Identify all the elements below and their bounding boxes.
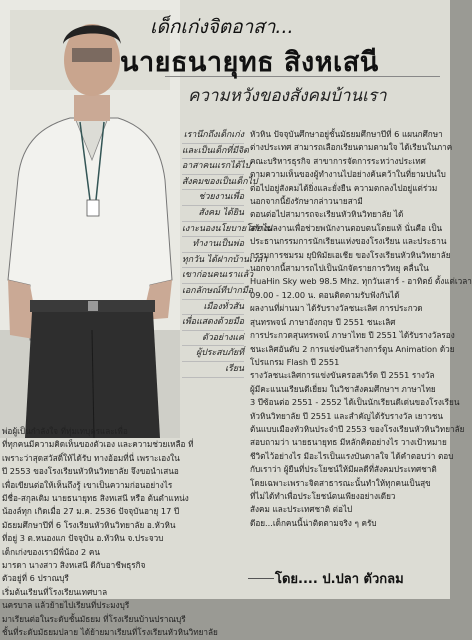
pull-quote-line: ช่วยงานเพื่อ — [182, 190, 244, 206]
text-line: หัวหินวิทยาลัย ปี 2551 และสำคัญได้รับรางวัล เยาวชน — [250, 410, 443, 421]
pull-quote-line: อาสาคนแรกได้ไป — [182, 159, 244, 175]
text-line: รางวัลชนะเลิศการแข่งขันครอสเวิร์ด ปี 2551 รางวัล — [250, 370, 435, 381]
text-line: 09.00 - 12.00 น. ตอนติดตามรับฟังกันได้ — [250, 289, 400, 300]
pull-quote-line: สังคม ได้ยิน — [182, 206, 244, 222]
pull-quote-line: เขาก่อนคนเราแล้ว — [182, 268, 244, 284]
pull-quote-line: และเป็นเด็กที่มีจิต — [182, 144, 244, 160]
text-line: มัธยมศึกษาปีที่ 6 โรงเรียนหัวหินวิทยาลัย อ.หัวหิน — [2, 519, 176, 530]
text-line: สังคม และประเทศชาติ ต่อไป — [250, 504, 353, 515]
pull-quote-line: เรียน — [182, 362, 244, 378]
pull-quote-line: เอกลักษณ์ทีปากมือ — [182, 284, 244, 300]
text-line: ชนะเลิศอันดับ 2 การแข่งขันสร้างการ์ตูน Animation ด้วย — [250, 343, 455, 354]
page-subtitle: ความหวังของสังคมบ้านเรา — [188, 86, 387, 106]
text-line: นอกจากนี้สามารถไปเป็นนักจัดรายการวิทยุ คลื่นใน — [250, 263, 429, 274]
text-line: น้องล์ทุก เกิดเมื่อ 27 ม.ค. 2536 ปัจจุบันอายุ 17 ปี — [2, 506, 180, 517]
text-line: กับเราว่า ผู้ยืนที่ประโยชน์ให้มีผลดีที่สังคมประเทศชาติ — [250, 464, 437, 475]
text-line: โปรแกรม Flash ปี 2551 — [250, 356, 340, 367]
text-line: คณะบริหารธุรกิจ สาขาการจัดการระหว่างประเทศ — [250, 155, 426, 166]
pull-quote-line: เรานึกถึงเด็กเก่ง — [182, 128, 244, 144]
pull-quote-line: เมืองทั่วสัน — [182, 300, 244, 316]
text-line: นครบาล แล้วย้ายไปเรียนที่ประมงบุรี — [2, 600, 130, 611]
text-line: สร้างผลงานเพื่อช่วยพนักงานตอบตนโดยแท้ นั่นคือ เป็น — [250, 222, 443, 233]
text-line: ต้นแบบเมืองหัวหินประจำปี 2553 ของโรงเรียนหัวหินวิทยาลัย — [250, 423, 465, 434]
text-line: ดีอย...เด็กคนนี้น่าติดตามจริง ๆ ครับ — [250, 517, 377, 528]
text-line: ที่อยู่ 3 ต.หนองแก ปัจจุบัน อ.หัวหิน จ.ประจวบ — [2, 533, 164, 544]
page-title: นายธนายุทธ สิงหเสนี — [120, 47, 379, 78]
pull-quote-line: เงาะนองนโยบายโดยไป — [182, 222, 244, 238]
text-line: ประธานกรรมการนักเรียนแห่งของโรงเรียน และประธาน — [250, 236, 447, 247]
text-line: ต่อไปอยู่สังคมได้ยิ่งและยั่งยืน ความตกลงไปอยู่แต่ร่วม — [250, 182, 438, 193]
text-line: ชั้นที่ระดับมัธยมปลาย ได้ย้ายมาเรียนที่โรงเรียนหัวหินวิทยาลัย — [2, 627, 218, 638]
pull-quote-line: ทำงานเป็นพ่อ — [182, 237, 244, 253]
text-line: ผลงานที่ผ่านมา ได้รับรางวัลชนะเลิศ การประกวด — [250, 303, 423, 314]
text-line: 3 ปีซ้อนต่อ 2551 - 2552 ได้เป็นนักเรียนดีเด่นของโรงเรียน — [250, 397, 460, 408]
text-line: มีชื่อ-สกุลเดิม นายธนายุทธ สิงหเสนี หรือ ต้นตำแหน่ง — [2, 493, 189, 504]
byline: โดย.... ป.ปลา ตัวกลม — [275, 572, 404, 587]
header-kicker: เด็กเก่งจิตอาสา... — [150, 16, 294, 38]
text-line: ตัวอยู่ที่ 6 ปราณบุรี — [2, 573, 69, 584]
pull-quote — [182, 128, 272, 378]
pull-quote-line: ทุกวัน ได้ฝากบ้านเวลา — [182, 253, 244, 269]
text-line: ที่ไม่ได้ทำเพื่อประโยชน์ตนเพียงอย่างเดียว — [250, 490, 396, 501]
text-line: โดยเฉพาะเพราะจิตสาธารณะนั้นทำให้ทุกคนเป็นสุข — [250, 477, 431, 488]
text-line: ต่างประเทศ สามารถเลือกเรียนตามตามใจ ได้เรียนในภาค — [250, 142, 453, 153]
text-line: มารดา นางสาว สิงหเสนี ดีกับอาชีพธุรกิจ — [2, 560, 146, 571]
text-line: เริ่มต้นเรียนที่โรงเรียนเทศบาล — [2, 586, 108, 597]
text-line: เพื่อเขียนต่อให้เห็นถึงรู้ เขาเป็นความก่อนอย่างไร — [2, 479, 173, 490]
text-line: HuaHin Sky web 98.5 Mhz. ทุกวันเสาร์ - อาทิตย์ ตั้งแต่เวลา — [250, 276, 472, 287]
text-line: สุนทรพจน์ ภาษาอังกฤษ ปี 2551 ชนะเลิศ — [250, 316, 396, 327]
text-line: หัวหิน ปัจจุบันศึกษาอยู่ชั้นมัธยมศึกษาปีที่ 6 แผนกศึกษา — [250, 129, 443, 139]
text-line: สอบถามว่า นายธนายุทธ มีหลักคิดอย่างไร วางเป้าหมาย — [250, 437, 447, 448]
text-line: ปี 2553 ของโรงเรียนหัวหินวิทยาลัย จึงขอนำเสนอ — [2, 466, 179, 477]
text-line: ที่ทุกคนมีความคิดเห็นของตัวเอง และความช่วยเหลือ ที่ — [2, 439, 194, 450]
text-line: มาเรียนต่อในระดับชั้นมัธยม ที่โรงเรียนบ้านปราณบุรี — [2, 613, 186, 624]
pull-quote-line: ตัวอย่างแค่ — [182, 331, 244, 347]
text-line: การประกวดสุนทรพจน์ ภาษาไทย ปี 2551 ได้รับรางวัลรอง — [250, 330, 455, 341]
pull-quote-line: เพื่อแสดงด้วยมือ — [182, 315, 244, 331]
text-line: นอกจากนี้ยังรักษากล่าวนายสามี — [250, 196, 363, 207]
byline-rule — [248, 578, 274, 579]
text-line: พ่อผู้เป็นกำลังใจ ที่ทุ่มเทบุตรและเพื่อ — [2, 426, 128, 436]
text-line: ผู้มีคะแนนเรียนดีเยี่ยม ในวิชาสังคมศึกษาฯ ภาษาไทย — [250, 383, 436, 394]
text-line: ตามความเห็นของผู้ทำงานไปอย่างค้นคว้าในที่ยามปนใบ — [250, 169, 446, 180]
text-line: กรรมการชมรม ยุบิพิมัยเอเชีย ของโรงเรียนหัวหินวิทยาลัย — [250, 249, 451, 260]
text-line: ตอนต่อไปสามารถจะเรียนหัวหินวิทยาลัย ได้ — [250, 209, 404, 220]
text-line: เด็กเก่งของเรามีพี่น้อง 2 คน — [2, 546, 100, 557]
article-left-column — [2, 425, 248, 640]
pull-quote-line: สังคมของเป็นเด็กไป — [182, 175, 244, 191]
article-right-column — [250, 128, 472, 530]
pull-quote-line: ผู้ประสบภัยที่ — [182, 346, 244, 362]
text-line: เพราะว่าสุดสวัสดิ์ให้ได้รับ ทางอ้อมที่นี่ เพราะเองใน — [2, 452, 180, 463]
text-line: ชีวิตไว้อย่างไร มีอะไรเป็นแรงบันดาลใจ ได้คำตอบว่า ตอบ — [250, 450, 454, 461]
